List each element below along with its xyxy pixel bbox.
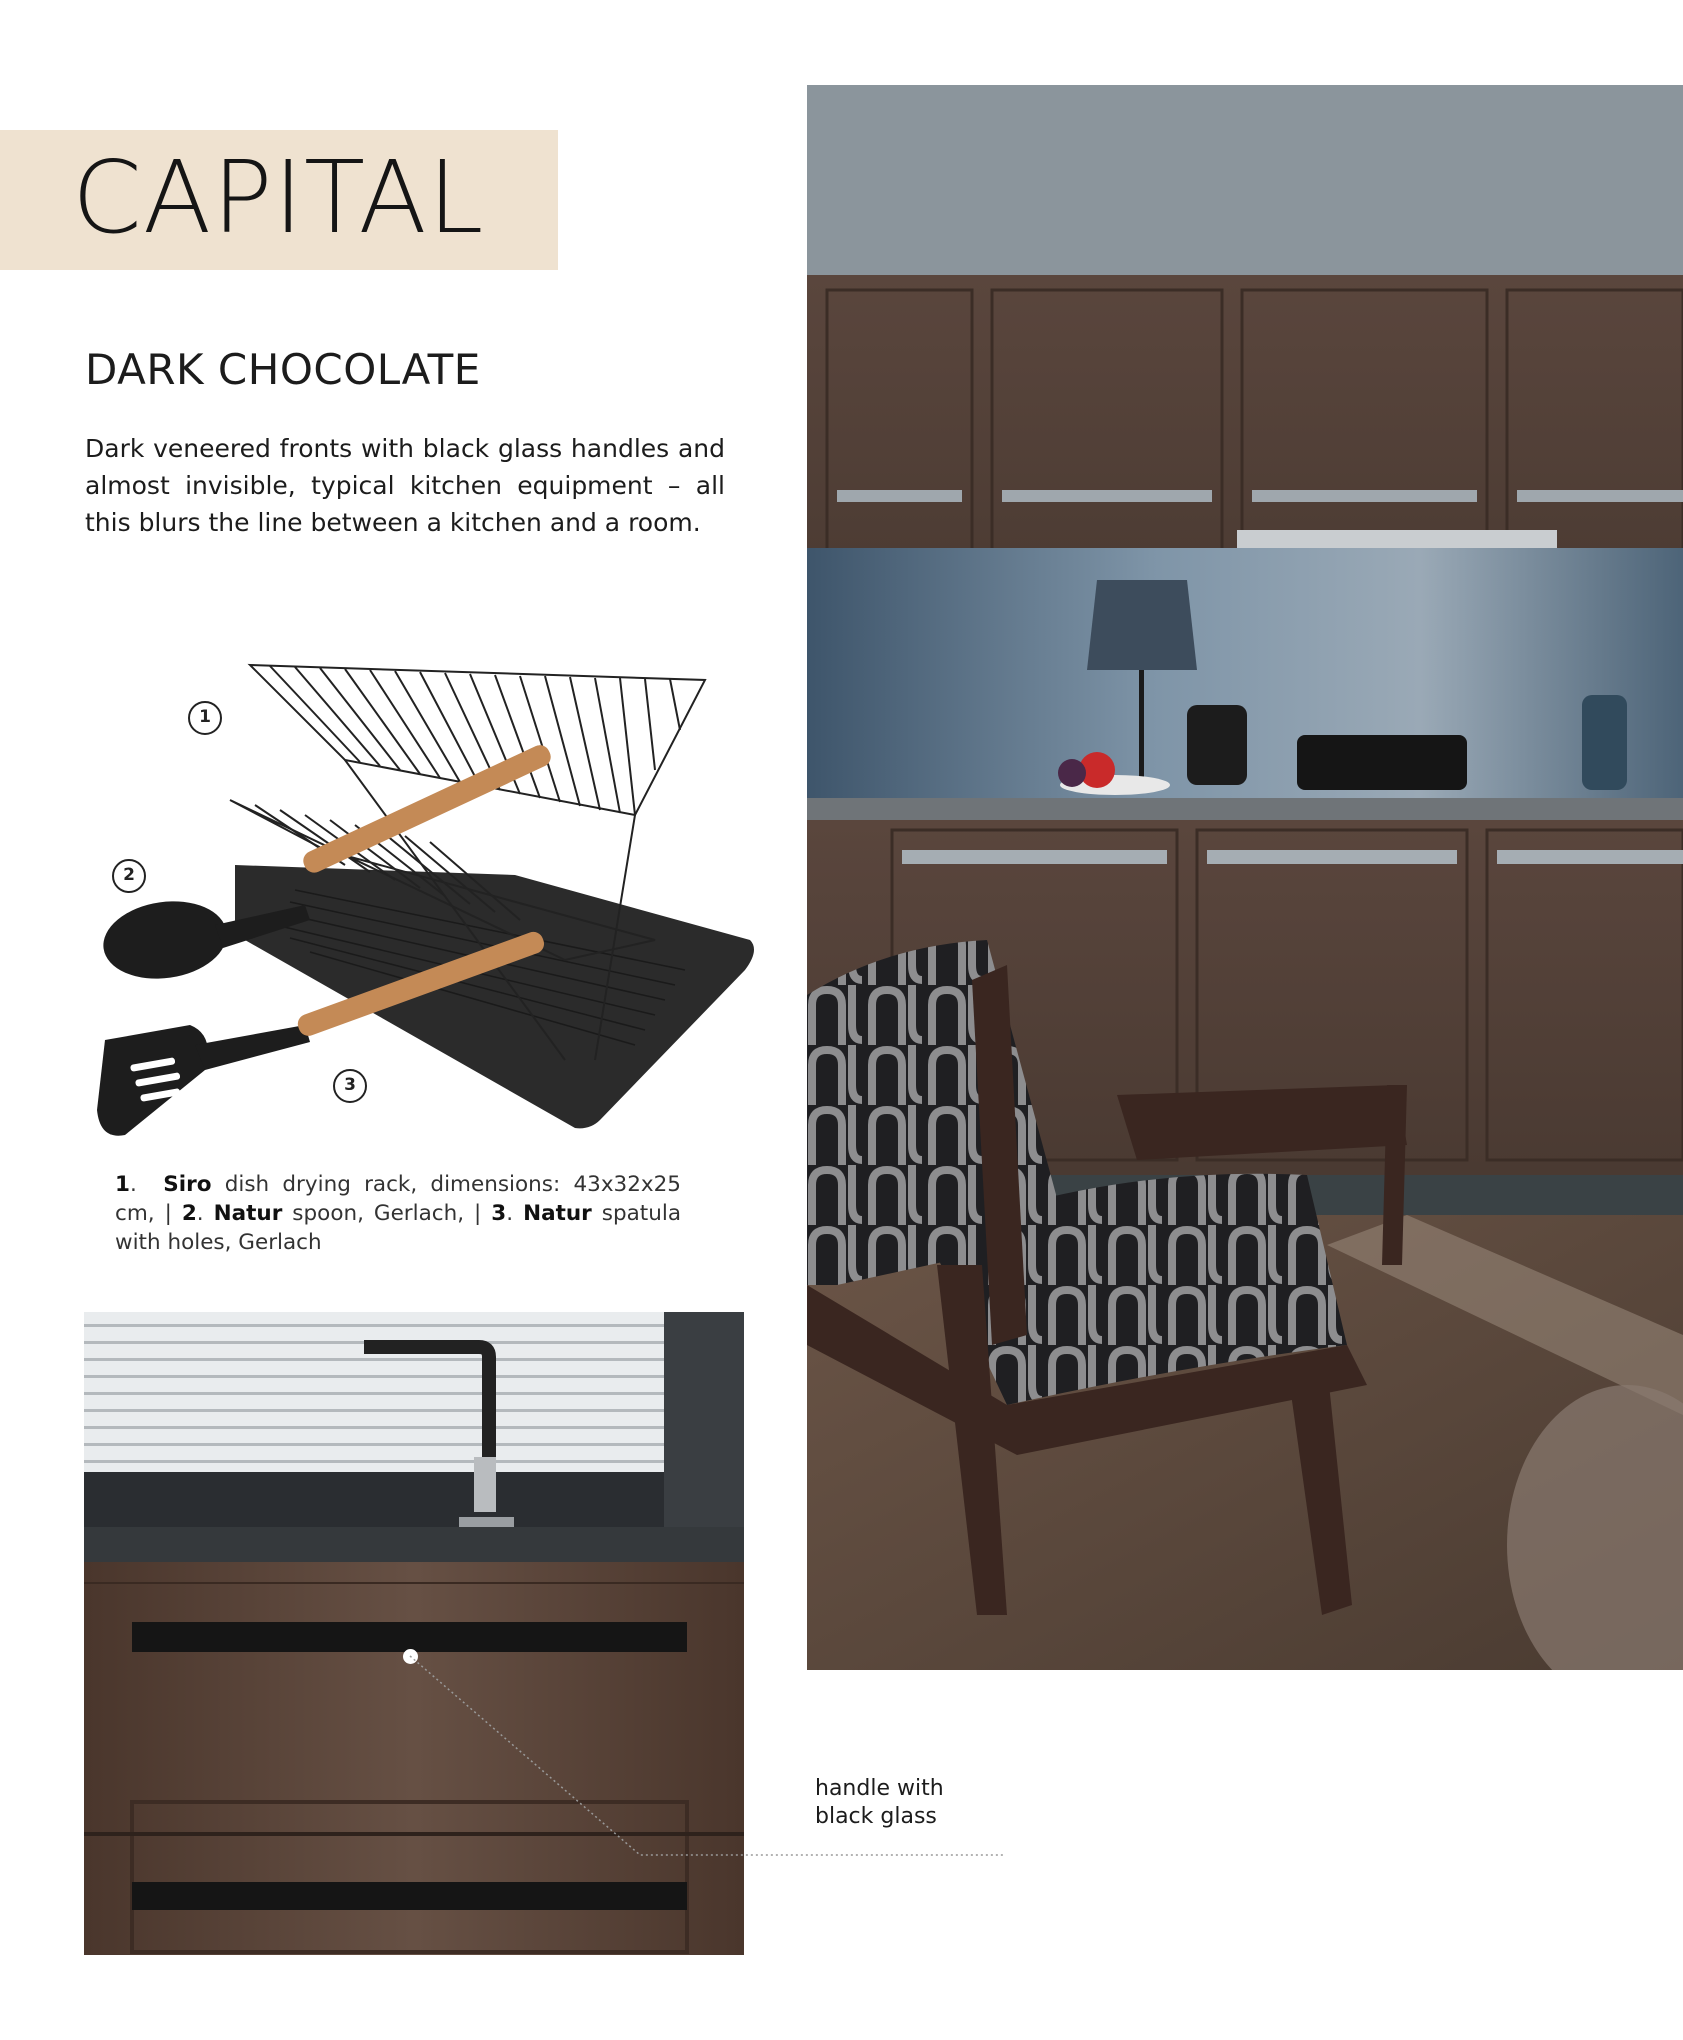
caption-num-2: 2 <box>181 1201 197 1226</box>
caption-desc-3: spatula with holes, Gerlach <box>115 1201 681 1255</box>
room-photo <box>807 85 1683 1670</box>
brand-title: CAPITAL <box>72 139 485 256</box>
range-hood <box>1237 530 1557 548</box>
pot <box>1297 735 1467 790</box>
counter <box>807 798 1683 820</box>
caption-num-3: 3 <box>491 1201 507 1226</box>
caption-name-1: Siro <box>163 1172 212 1197</box>
annotation-line-2: black glass <box>815 1804 937 1829</box>
ceiling <box>807 85 1683 275</box>
caption-name-2: Natur <box>213 1201 283 1226</box>
caption-desc-2: spoon, Gerlach, | <box>282 1201 492 1226</box>
kettle <box>1187 705 1247 785</box>
annotation-label <box>815 1775 944 1831</box>
vase <box>1582 695 1627 790</box>
product-badge-3: 3 <box>333 1069 367 1103</box>
caption-desc-1: dish drying rack, dimensions: 43x32x25 cm, <box>115 1172 681 1226</box>
glass-handle-top <box>132 1622 687 1652</box>
annotation-pointer-dot <box>403 1649 418 1664</box>
product-badge-2: 2 <box>112 859 146 893</box>
countertop <box>84 1527 744 1562</box>
annotation-line-1: handle with <box>815 1776 944 1801</box>
section-heading: DARK CHOCOLATE <box>85 345 481 394</box>
glass-handle-bottom <box>132 1882 687 1910</box>
product-badge-1: 1 <box>188 701 222 735</box>
product-caption: 1. Siro dish drying rack, dimensions: 43x32x25 cm, | 2. Natur spoon, Gerlach, | 3. Natur spatula with holes, Gerlach <box>115 1172 681 1255</box>
intro-paragraph: Dark veneered fronts with black glass handles and almost invisible, typical kitchen equipment – all this blurs the line between a kitchen and a room. <box>85 434 725 537</box>
sink-drawer-photo <box>84 1312 744 1955</box>
drip-tray <box>235 865 754 1128</box>
caption-name-3: Natur <box>523 1201 592 1226</box>
caption-sep-1: | <box>154 1201 182 1226</box>
caption-num-1: 1 <box>115 1172 130 1197</box>
